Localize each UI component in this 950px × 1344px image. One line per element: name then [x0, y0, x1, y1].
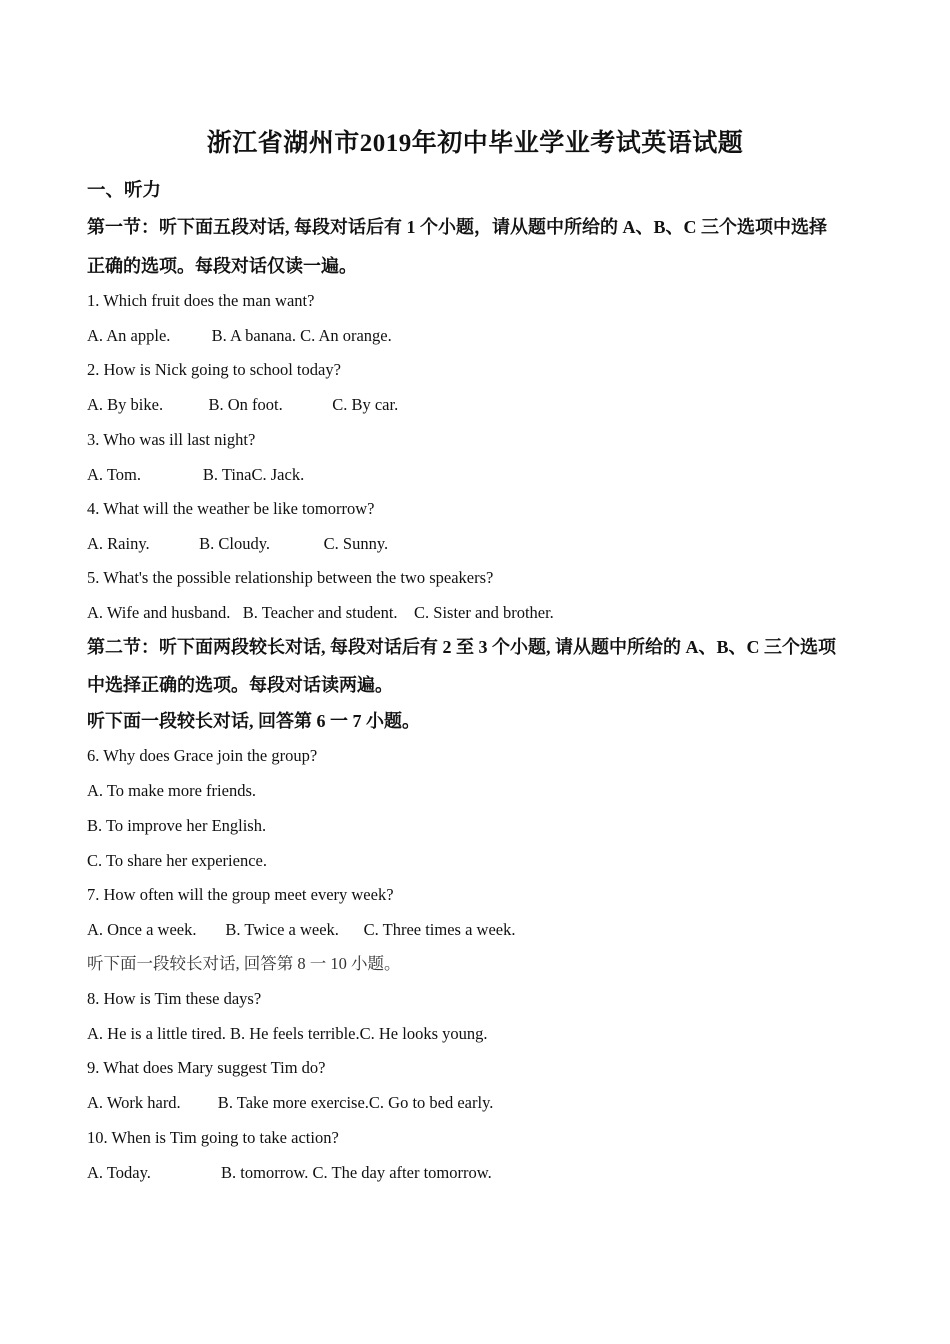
question-9-options: A. Work hard. B. Take more exercise.C. Go to bed early.: [87, 1093, 494, 1112]
question-2-options: A. By bike. B. On foot. C. By car.: [87, 395, 399, 414]
question-7: 7. How often will the group meet every week?: [87, 885, 394, 904]
question-3-options: A. Tom. B. TinaC. Jack.: [87, 465, 305, 484]
question-10: 10. When is Tim going to take action?: [87, 1128, 339, 1147]
question-8-options: A. He is a little tired. B. He feels terrible.C. He looks young.: [87, 1024, 488, 1043]
question-6-option-b: B. To improve her English.: [87, 816, 267, 835]
dialog2-intro: 听下面一段较长对话, 回答第 8 一 10 小题。: [87, 954, 401, 973]
question-2: 2. How is Nick going to school today?: [87, 360, 341, 379]
question-5: 5. What's the possible relationship between the two speakers?: [87, 568, 494, 587]
question-9: 9. What does Mary suggest Tim do?: [87, 1058, 326, 1077]
section-heading-listening: 一、听力: [87, 181, 162, 201]
question-1: 1. Which fruit does the man want?: [87, 291, 315, 310]
question-4-options: A. Rainy. B. Cloudy. C. Sunny.: [87, 534, 389, 553]
question-10-options: A. Today. B. tomorrow. C. The day after tomorrow.: [87, 1163, 492, 1182]
part1-instructions-line2: 正确的选项。每段对话仅读一遍。: [87, 256, 357, 276]
question-5-options: A. Wife and husband. B. Teacher and student. C. Sister and brother.: [87, 603, 554, 622]
part1-instructions-line1: 第一节：听下面五段对话, 每段对话后有 1 个小题，请从题中所给的 A、B、C 三个选项中选择: [87, 217, 827, 237]
question-8: 8. How is Tim these days?: [87, 989, 262, 1008]
question-3: 3. Who was ill last night?: [87, 430, 256, 449]
question-1-options: A. An apple. B. A banana. C. An orange.: [87, 326, 392, 345]
question-6: 6. Why does Grace join the group?: [87, 746, 318, 765]
question-4: 4. What will the weather be like tomorrow?: [87, 499, 375, 518]
part2-instructions-line1: 第二节：听下面两段较长对话, 每段对话后有 2 至 3 个小题, 请从题中所给的 A、B、C 三个选项: [87, 637, 837, 657]
question-7-options: A. Once a week. B. Twice a week. C. Three times a week.: [87, 920, 516, 939]
page-title: 浙江省湖州市2019年初中毕业学业考试英语试题: [206, 130, 744, 157]
dialog1-intro: 听下面一段较长对话, 回答第 6 一 7 小题。: [87, 711, 420, 731]
question-6-option-a: A. To make more friends.: [87, 781, 256, 800]
part2-instructions-line2: 中选择正确的选项。每段对话读两遍。: [87, 675, 393, 695]
question-6-option-c: C. To share her experience.: [87, 851, 267, 870]
